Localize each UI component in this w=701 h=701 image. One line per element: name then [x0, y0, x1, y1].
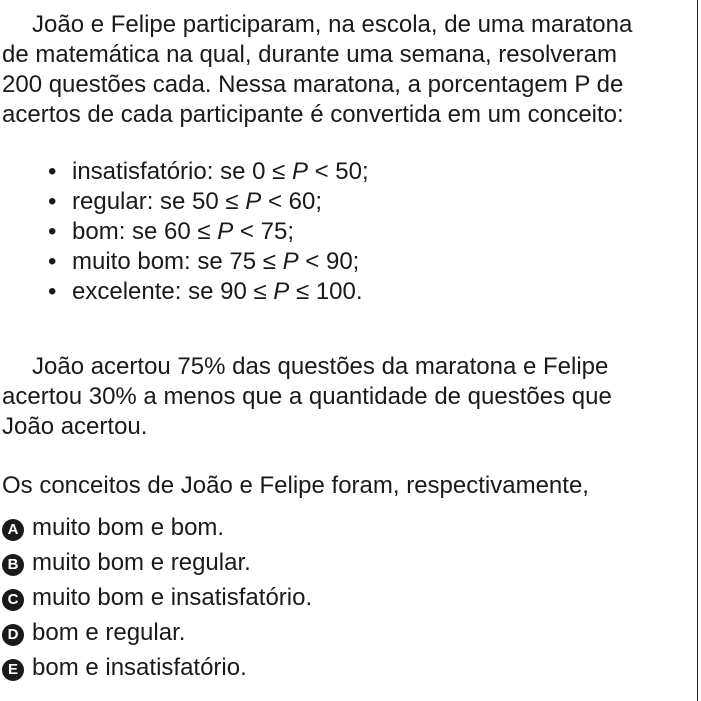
concept-label: insatisfatório: se 0 ≤ — [72, 158, 292, 185]
concept-item-excelente — [48, 277, 369, 307]
option-d[interactable] — [2, 618, 312, 653]
concept-label: muito bom: se 75 ≤ — [72, 248, 283, 275]
concept-label: excelente: se 90 ≤ — [72, 278, 274, 305]
concept-range: < 75; — [233, 218, 294, 245]
result-paragraph — [2, 352, 686, 442]
concept-item-muito-bom — [48, 247, 369, 277]
question-prompt: Os conceitos de João e Felipe foram, respectivamente, — [2, 472, 589, 499]
option-e-badge-icon[interactable]: E — [2, 659, 24, 681]
option-a-text[interactable]: muito bom e bom. — [32, 514, 225, 541]
intro-paragraph — [2, 10, 686, 130]
bullet-icon: • — [48, 278, 57, 305]
result-line: João acertou 75% das questões da maratona e Felipe — [32, 353, 609, 380]
option-c-badge-icon[interactable]: C — [2, 589, 24, 611]
bullet-icon: • — [48, 248, 57, 275]
intro-line: acertos de cada participante é convertida em um conceito: — [2, 101, 624, 128]
concept-range: ≤ 100. — [289, 278, 363, 305]
concept-label: regular: se 50 ≤ — [72, 188, 246, 215]
concept-item-insatisfatorio — [48, 157, 369, 187]
bullet-icon: • — [48, 158, 57, 185]
variable-p: P — [245, 188, 262, 215]
concept-item-regular — [48, 187, 369, 217]
bullet-icon: • — [48, 188, 57, 215]
bullet-icon: • — [48, 218, 57, 245]
right-border-rule — [697, 0, 698, 701]
option-e-text[interactable]: bom e insatisfatório. — [32, 654, 247, 681]
option-c-text[interactable]: muito bom e insatisfatório. — [32, 584, 313, 611]
concept-label: bom: se 60 ≤ — [72, 218, 218, 245]
variable-p: P — [282, 248, 299, 275]
intro-line: de matemática na qual, durante uma semana, resolveram — [2, 41, 617, 68]
variable-p: P — [291, 158, 308, 185]
intro-line: 200 questões cada. Nessa maratona, a porcentagem P de — [2, 71, 624, 98]
option-b[interactable] — [2, 548, 312, 583]
result-line: acertou 30% a menos que a quantidade de questões que — [2, 383, 612, 410]
concept-range: < 90; — [298, 248, 360, 275]
option-a[interactable] — [2, 513, 312, 548]
answer-options — [2, 513, 312, 688]
option-e[interactable] — [2, 653, 312, 688]
concept-item-bom — [48, 217, 369, 247]
variable-p: P — [217, 218, 234, 245]
option-c[interactable] — [2, 583, 312, 618]
concept-range: < 60; — [261, 188, 322, 215]
concept-list — [48, 157, 369, 307]
variable-p: P — [273, 278, 290, 305]
option-b-text[interactable]: muito bom e regular. — [32, 549, 251, 576]
result-line: João acertou. — [2, 413, 148, 440]
option-a-badge-icon[interactable]: A — [2, 519, 24, 541]
concept-range: < 50; — [307, 158, 369, 185]
option-b-badge-icon[interactable]: B — [2, 554, 24, 576]
intro-line: João e Felipe participaram, na escola, de uma maratona — [32, 11, 633, 38]
option-d-text[interactable]: bom e regular. — [32, 619, 186, 646]
option-d-badge-icon[interactable]: D — [2, 624, 24, 646]
